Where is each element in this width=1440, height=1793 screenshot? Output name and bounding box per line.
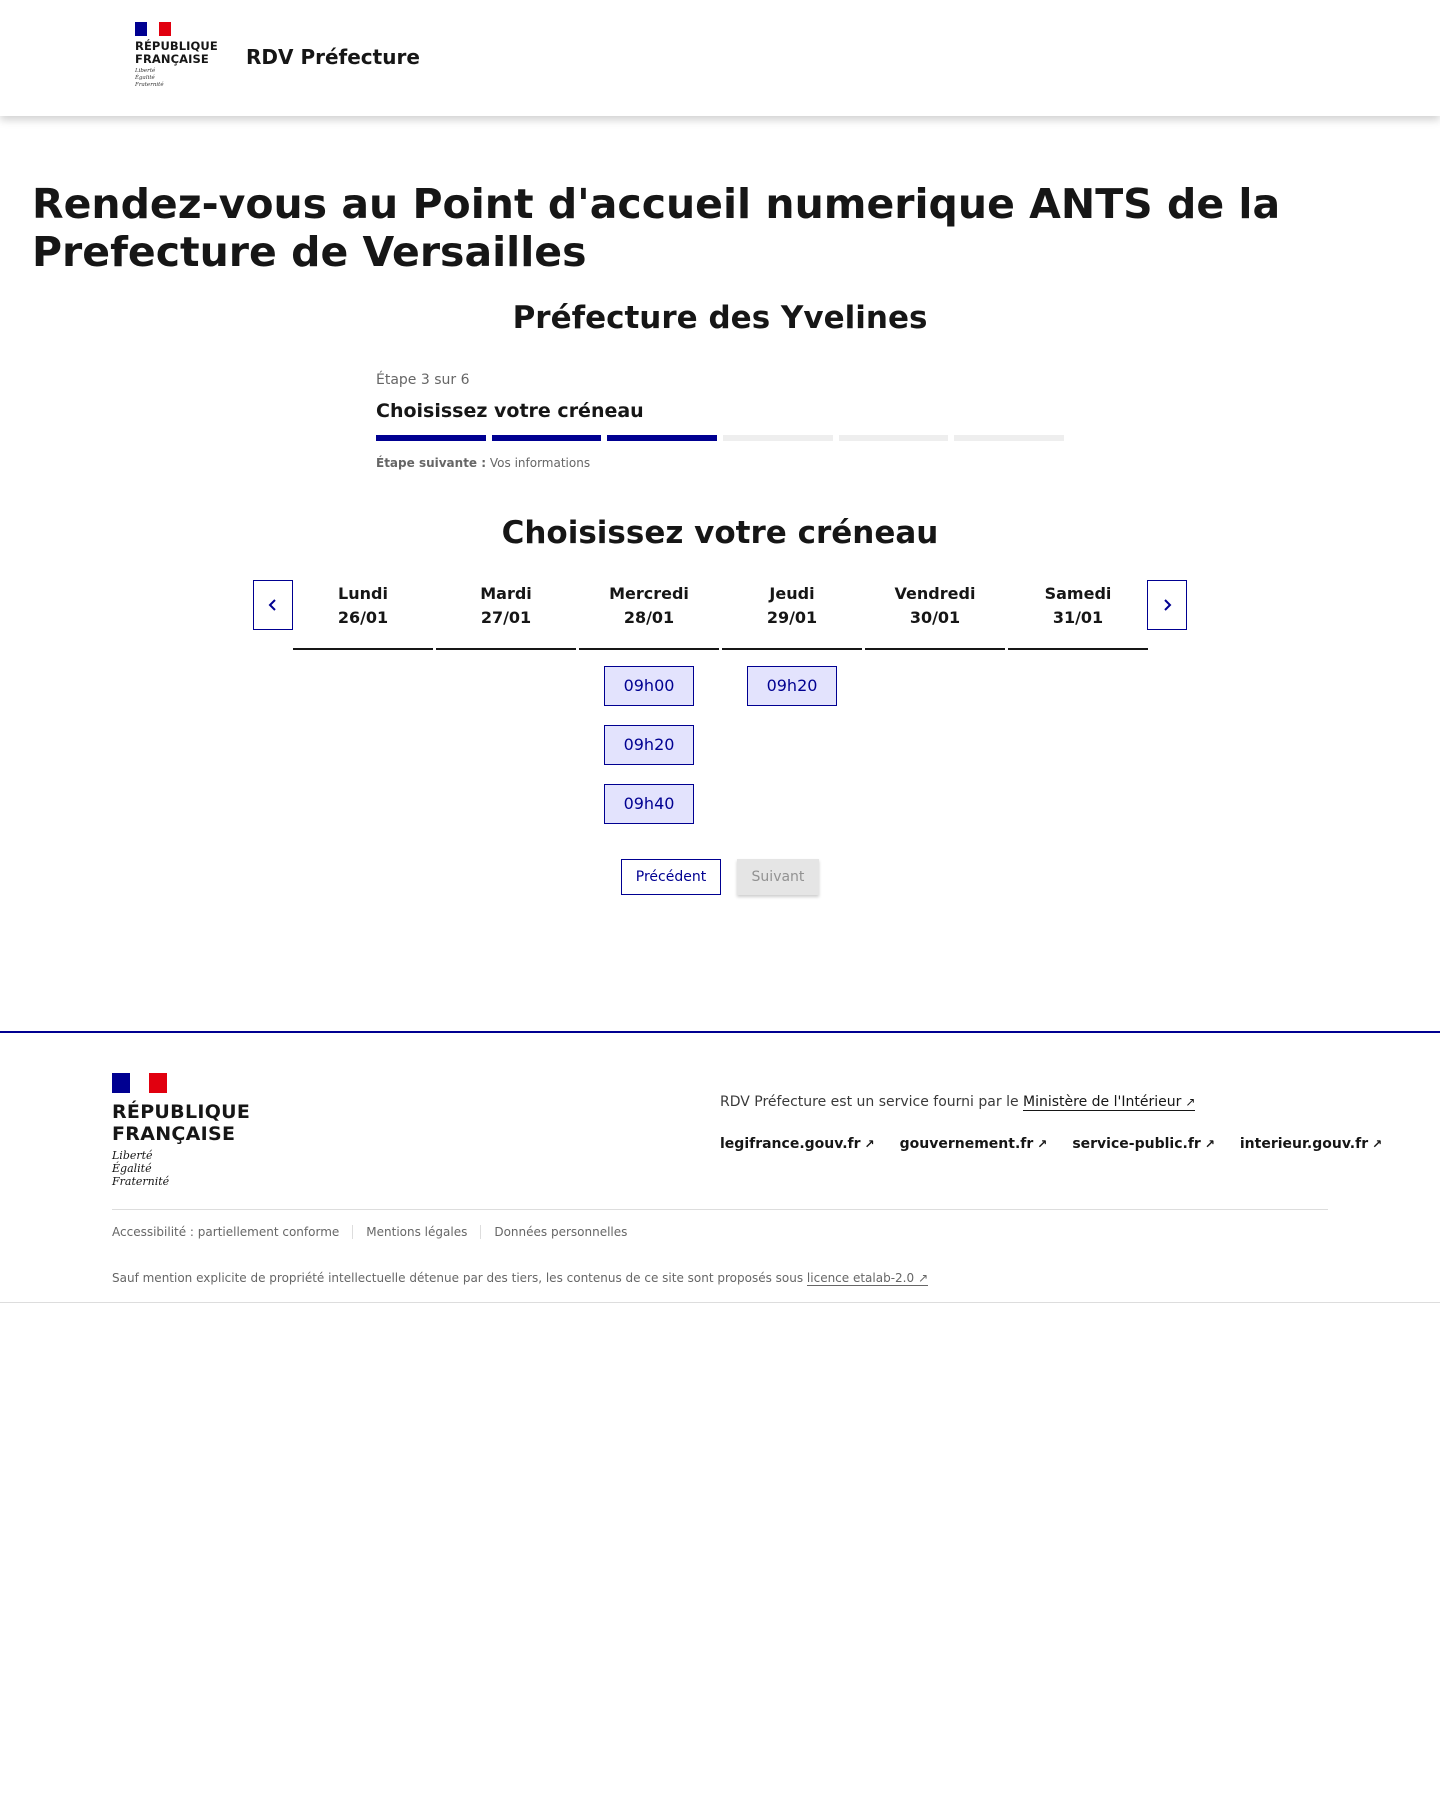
day-date: 31/01	[1052, 608, 1104, 627]
external-link-icon: ↗	[1204, 1137, 1215, 1151]
time-slot-button[interactable]: 09h20	[747, 666, 837, 706]
footer-links	[720, 1136, 1382, 1152]
organisation-title: Préfecture des Yvelines	[512, 300, 928, 336]
motto-egalite: Égalité	[135, 75, 155, 81]
footer-bottom-link[interactable]: Données personnelles	[494, 1225, 628, 1239]
footer-external-link[interactable]	[1240, 1136, 1382, 1152]
license-link[interactable]	[807, 1271, 928, 1286]
marianne-flag-icon	[135, 22, 171, 36]
external-link-icon: ↗	[1185, 1095, 1196, 1109]
stepper-next-value: Vos informations	[489, 456, 591, 470]
license-link-label: licence etalab-2.0	[806, 1271, 915, 1285]
day-header	[1008, 580, 1148, 650]
external-link-icon: ↗	[1372, 1137, 1383, 1151]
day-name: Lundi	[338, 584, 388, 603]
day-header	[579, 580, 719, 650]
day-date: 26/01	[337, 608, 389, 627]
day-date: 27/01	[480, 608, 532, 627]
footer-motto-egalite: Égalité	[112, 1162, 152, 1175]
day-name: Samedi	[1044, 584, 1112, 603]
time-slot-button[interactable]: 09h00	[604, 666, 694, 706]
stepper-segment	[376, 435, 486, 441]
day-name: Mercredi	[609, 584, 689, 603]
day-date: 29/01	[766, 608, 818, 627]
footer-logo-line-2: FRANÇAISE	[112, 1123, 236, 1145]
previous-button[interactable]: Précédent	[621, 859, 721, 895]
footer-description	[720, 1094, 1195, 1110]
section-title: Choisissez votre créneau	[501, 515, 939, 551]
stepper-title: Choisissez votre créneau	[376, 400, 644, 422]
external-link-icon: ↗	[918, 1271, 929, 1285]
day-column	[579, 580, 719, 824]
day-column	[865, 580, 1005, 650]
day-header	[865, 580, 1005, 650]
stepper-segment	[492, 435, 602, 441]
day-name: Mardi	[480, 584, 532, 603]
stepper-state: Étape 3 sur 6	[376, 372, 470, 388]
republique-francaise-logo[interactable]	[135, 22, 218, 89]
day-column	[293, 580, 433, 650]
stepper-segment	[839, 435, 949, 441]
day-header	[293, 580, 433, 650]
footer-license	[112, 1271, 928, 1285]
time-slot-button[interactable]: 09h40	[604, 784, 694, 824]
logo-line-1: RÉPUBLIQUE	[135, 39, 218, 53]
stepper	[376, 372, 1064, 470]
footer-bottom-link[interactable]: Accessibilité : partiellement conforme	[112, 1225, 353, 1239]
site-header	[0, 0, 1440, 116]
day-column	[436, 580, 576, 650]
day-date: 30/01	[909, 608, 961, 627]
day-name: Vendredi	[894, 584, 976, 603]
footer-external-link[interactable]	[1072, 1136, 1215, 1152]
site-footer	[0, 1031, 1440, 1303]
footer-logo[interactable]	[112, 1073, 250, 1188]
day-date: 28/01	[623, 608, 675, 627]
chevron-left-icon	[267, 598, 279, 612]
service-name[interactable]: RDV Préfecture	[246, 45, 420, 69]
time-slot-button[interactable]: 09h20	[604, 725, 694, 765]
page-title: Rendez-vous au Point d'accueil numerique ANTS de la Prefecture de Versailles	[32, 180, 1281, 276]
motto-fraternite: Fraternité	[135, 82, 164, 88]
next-week-button[interactable]	[1147, 580, 1187, 630]
footer-description-text: RDV Préfecture est un service fourni par le	[720, 1094, 1024, 1110]
stepper-next-label: Étape suivante :	[376, 456, 487, 470]
footer-motto-fraternite: Fraternité	[112, 1175, 170, 1188]
footer-link-label: gouvernement.fr	[899, 1136, 1034, 1152]
footer-motto-liberte: Liberté	[112, 1149, 153, 1162]
external-link-icon: ↗	[1037, 1137, 1048, 1151]
ministere-link-label: Ministère de l'Intérieur	[1023, 1094, 1182, 1110]
next-button[interactable]: Suivant	[737, 859, 819, 895]
footer-external-link[interactable]	[900, 1136, 1048, 1152]
chevron-right-icon	[1161, 598, 1173, 612]
stepper-segment	[954, 435, 1064, 441]
day-name: Jeudi	[769, 584, 815, 603]
footer-external-link[interactable]	[720, 1136, 875, 1152]
day-column	[1008, 580, 1148, 650]
stepper-segment	[607, 435, 717, 441]
motto-liberte: Liberté	[135, 68, 156, 74]
logo-line-2: FRANÇAISE	[135, 52, 209, 66]
license-text: Sauf mention explicite de propriété intellectuelle détenue par des tiers, les contenus de ce site sont proposés sous	[112, 1271, 807, 1285]
previous-week-button[interactable]	[253, 580, 293, 630]
footer-bottom-links	[112, 1225, 653, 1239]
stepper-next-step	[376, 456, 1064, 470]
marianne-flag-icon	[112, 1073, 167, 1093]
external-link-icon: ↗	[864, 1137, 875, 1151]
day-header	[722, 580, 862, 650]
stepper-segment	[723, 435, 833, 441]
day-column	[722, 580, 862, 706]
footer-link-label: interieur.gouv.fr	[1239, 1136, 1369, 1152]
stepper-progress	[376, 435, 1064, 441]
footer-bottom-link[interactable]: Mentions légales	[366, 1225, 481, 1239]
footer-divider	[112, 1209, 1328, 1210]
day-header	[436, 580, 576, 650]
footer-logo-line-1: RÉPUBLIQUE	[112, 1101, 251, 1123]
footer-link-label: service-public.fr	[1072, 1136, 1201, 1152]
ministere-link[interactable]	[1023, 1094, 1195, 1111]
footer-link-label: legifrance.gouv.fr	[720, 1136, 861, 1152]
